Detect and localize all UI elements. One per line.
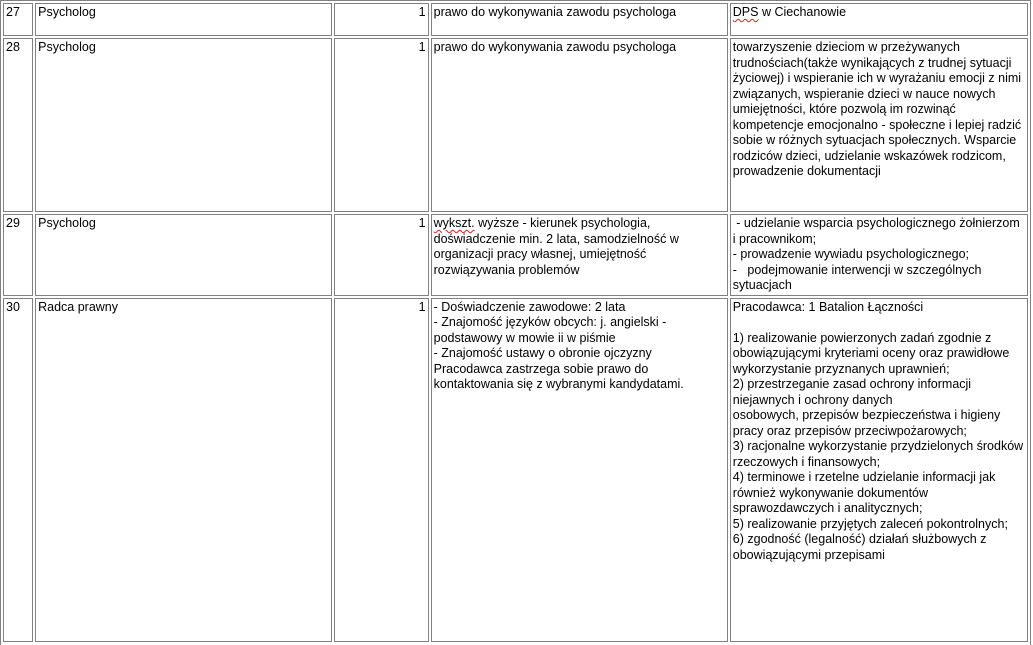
requirements-cell bbox=[431, 38, 728, 212]
requirements-cell bbox=[431, 214, 728, 296]
row-number: 28 bbox=[3, 38, 33, 212]
requirements-line: - Doświadczenie zawodowe: 2 lata bbox=[433, 299, 626, 314]
description-line: 3) racjonalne wykorzystanie przydzielonych środków rzeczowych i finansowych; bbox=[732, 439, 1024, 469]
description-blank-line bbox=[733, 315, 1025, 331]
description-line: - podejmowanie interwencji w szczególnych sytuacjach bbox=[732, 262, 985, 292]
job-offers-table bbox=[1, 1, 1030, 644]
position-count: 1 bbox=[334, 3, 428, 36]
requirements-text: prawo do wykonywania zawodu psychologa bbox=[433, 5, 677, 19]
table-row bbox=[3, 298, 1028, 642]
requirements-cell bbox=[431, 298, 728, 642]
row-number: 27 bbox=[3, 3, 33, 36]
table-row bbox=[3, 38, 1028, 212]
position-name: Psycholog bbox=[35, 3, 332, 36]
table-row bbox=[3, 214, 1028, 296]
description-cell bbox=[730, 298, 1028, 642]
position-name: Radca prawny bbox=[35, 298, 332, 642]
description-line: 1) realizowanie powierzonych zadań zgodnie z obowiązującymi kryteriami oceny oraz prawidłowe wykorzystanie przyznanych uprawnień; bbox=[732, 330, 1010, 376]
description-text: w Ciechanowie bbox=[758, 5, 847, 19]
description-line: 2) przestrzeganie zasad ochrony informacji niejawnych i ochrony danych bbox=[732, 377, 972, 407]
requirements-text: wyższe - kierunek psychologia, doświadczenie min. 2 lata, samodzielność w organizacji pracy własnej, umiejętność rozwiązywania problemów bbox=[433, 216, 679, 277]
position-name: Psycholog bbox=[35, 214, 332, 296]
requirements-line: - Znajomość języków obcych: j. angielski - podstawowy w mowie ii w piśmie bbox=[433, 315, 667, 345]
requirements-text: prawo do wykonywania zawodu psychologa bbox=[433, 40, 677, 54]
description-line: 6) zgodność (legalność) działań służbowych z obowiązującymi przepisami bbox=[732, 532, 987, 562]
table-row bbox=[3, 3, 1028, 36]
description-line: Pracodawca: 1 Batalion Łączności bbox=[732, 299, 924, 314]
position-count: 1 bbox=[334, 38, 428, 212]
spellcheck-word: wykszt. bbox=[433, 216, 475, 230]
position-name: Psycholog bbox=[35, 38, 332, 212]
description-line: 4) terminowe i rzetelne udzielanie informacji jak również wykonywanie dokumentów sprawozdawczych i analitycznych; bbox=[732, 470, 996, 515]
description-text: towarzyszenie dzieciom w przeżywanych trudnościach(także wynikających z trudnej sytuacji życiowej) i wspieranie ich w wyrażaniu emocji z nimi związanych, wspieranie dzieci w nauce nowych umiejętności, które pozwolą im rozwinąć kompetencje emocjonalno - społeczne i lepiej radzić sobie w różnych sytuacjach społecznych. Wsparcie rodziców dzieci, udzielanie wskazówek rodzicom, prowadzenie dokumentacji bbox=[730, 38, 1028, 212]
requirements-cell bbox=[431, 3, 728, 36]
row-number: 29 bbox=[3, 214, 33, 296]
position-count: 1 bbox=[334, 298, 428, 642]
description-line: 5) realizowanie przyjętych zaleceń pokontrolnych; bbox=[732, 516, 1008, 531]
requirements-line: - Znajomość ustawy o obronie ojczyzny bbox=[433, 346, 652, 360]
description-line: - prowadzenie wywiadu psychologicznego; bbox=[732, 247, 970, 261]
spellcheck-word: DPS bbox=[732, 5, 759, 19]
position-count: 1 bbox=[334, 214, 428, 296]
description-cell bbox=[730, 3, 1028, 36]
requirements-line: Pracodawca zastrzega sobie prawo do kontaktowania się z wybranymi kandydatami. bbox=[433, 361, 684, 391]
row-number: 30 bbox=[3, 298, 33, 642]
description-line: osobowych, przepisów bezpieczeństwa i higieny pracy oraz przepisów przeciwpożarowych; bbox=[732, 408, 1001, 438]
description-line: - udzielanie wsparcia psychologicznego żołnierzom i pracownikom; bbox=[732, 216, 1024, 246]
description-cell bbox=[730, 214, 1028, 296]
